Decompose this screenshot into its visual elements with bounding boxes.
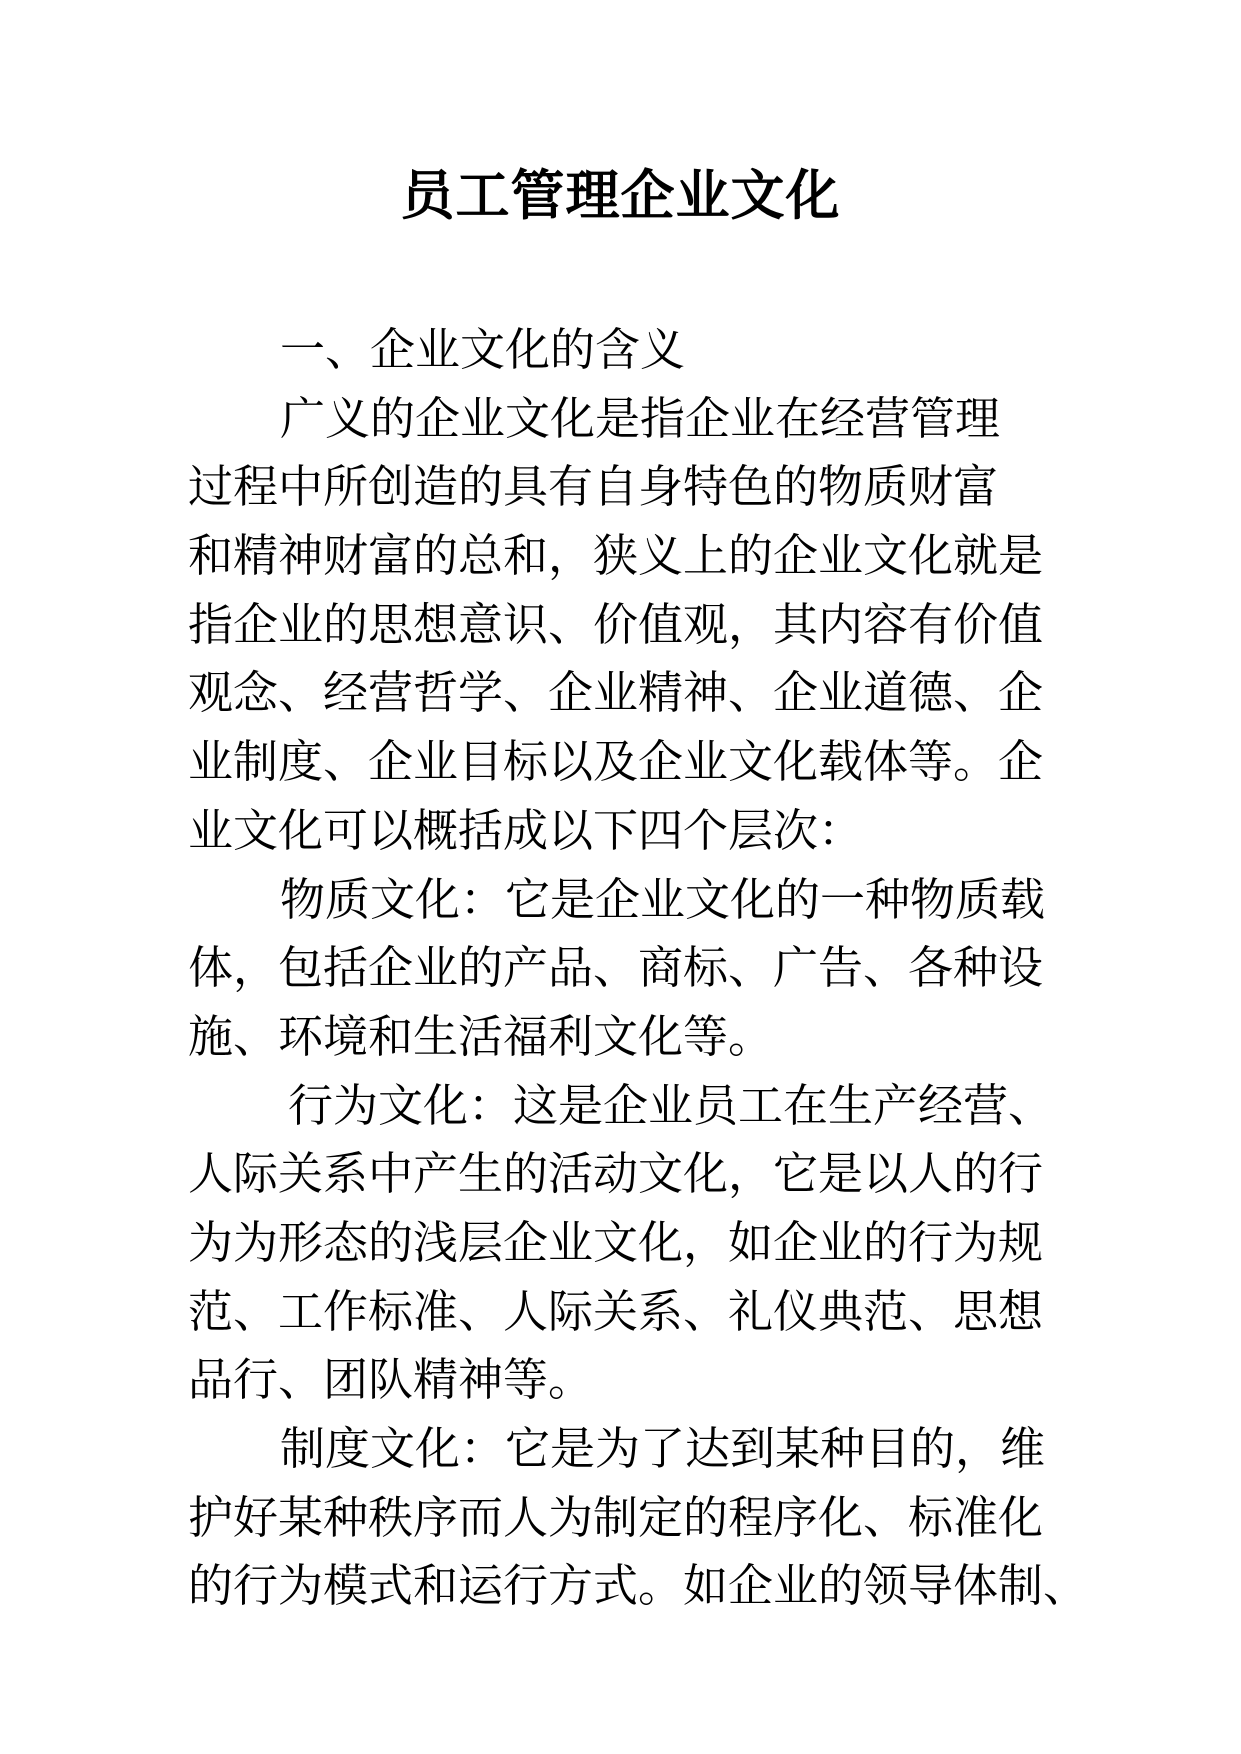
document-title: 员工管理企业文化	[400, 163, 841, 227]
paragraph-line: 行为文化：这是企业员工在生产经营、	[288, 1078, 1054, 1132]
paragraph-line: 观念、经营哲学、企业精神、企业道德、企	[188, 666, 1044, 720]
section-heading: 一、企业文化的含义	[280, 323, 686, 376]
paragraph-line: 品行、团队精神等。	[188, 1353, 594, 1407]
paragraph-line: 物质文化：它是企业文化的一种物质载	[280, 872, 1046, 926]
paragraph-line: 人际关系中产生的活动文化，它是以人的行	[188, 1147, 1044, 1201]
paragraph-line: 过程中所创造的具有自身特色的物质财富	[188, 460, 999, 514]
paragraph-line: 和精神财富的总和，狭义上的企业文化就是	[188, 529, 1044, 583]
paragraph-line: 范、工作标准、人际关系、礼仪典范、思想	[188, 1284, 1044, 1338]
paragraph-line: 业制度、企业目标以及企业文化载体等。企	[188, 735, 1044, 789]
paragraph-line: 施、环境和生活福利文化等。	[188, 1009, 774, 1063]
paragraph-line: 广义的企业文化是指企业在经营管理	[280, 391, 1001, 445]
paragraph-line: 体，包括企业的产品、商标、广告、各种设	[188, 941, 1044, 995]
paragraph-line: 制度文化：它是为了达到某种目的，维	[280, 1422, 1046, 1475]
paragraph-line: 指企业的思想意识、价值观，其内容有价值	[188, 597, 1044, 651]
paragraph-line: 为为形态的浅层企业文化，如企业的行为规	[188, 1215, 1044, 1269]
document-body	[188, 316, 1089, 1621]
paragraph-line: 护好某种秩序而人为制定的程序化、标准化	[188, 1490, 1044, 1544]
paragraph-line: 业文化可以概括成以下四个层次：	[188, 803, 864, 857]
paragraph-line: 的行为模式和运行方式。如企业的领导体制、	[188, 1559, 1089, 1613]
